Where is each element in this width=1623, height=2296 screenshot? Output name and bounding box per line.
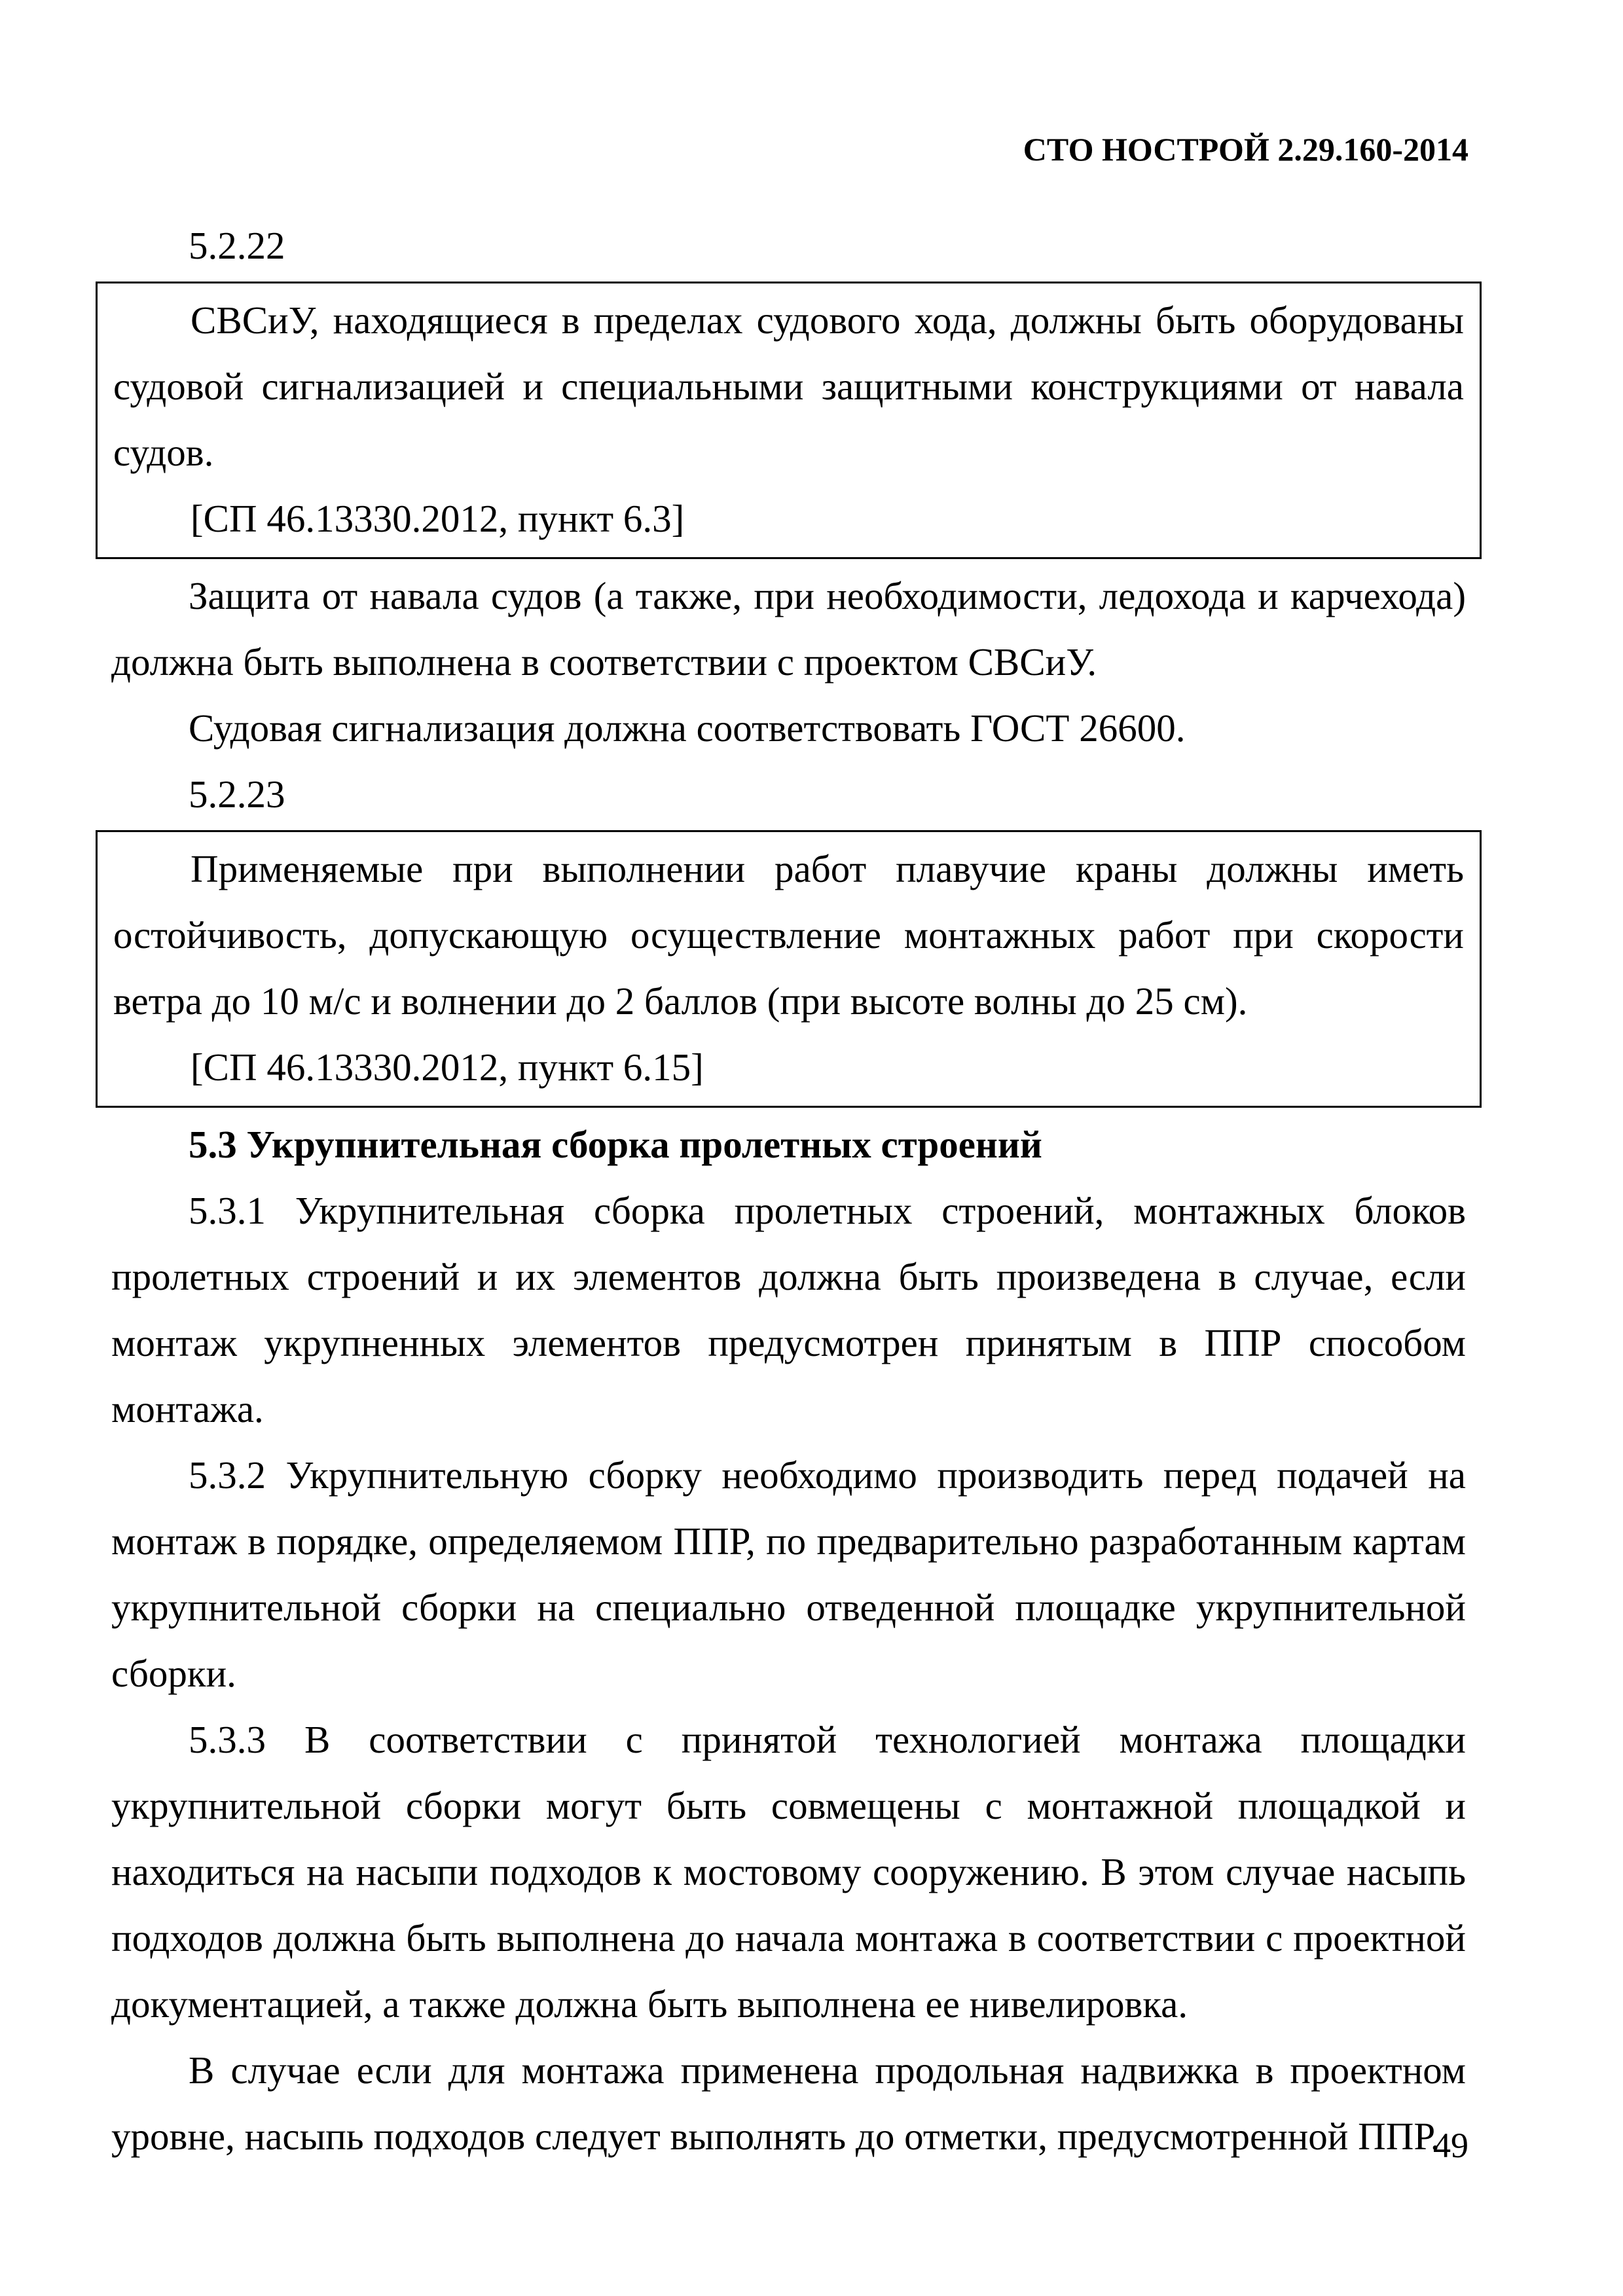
page-content [111, 213, 1466, 2170]
paragraph-5-3-1: 5.3.1 Укрупнительная сборка пролетных строений, монтажных блоков пролетных строений и их элементов должна быть произведена в случае, если монтаж укрупненных элементов предусмотрен принятым в ППР способом монтажа. [111, 1189, 1466, 1430]
paragraph-5-3-3: 5.3.3 В соответствии с принятой технологией монтажа площадки укрупнительной сборки могут быть совмещены с монтажной площадкой и находиться на насыпи подходов к мостовому сооружению. В этом случае насыпь подходов должна быть выполнена до начала монтажа в соответствии с проектной документацией, а также должна быть выполнена ее нивелировка. [111, 1718, 1466, 2026]
clause-number-5-2-23: 5.2.23 [189, 773, 285, 816]
paragraph: Судовая сигнализация должна соответствовать ГОСТ 26600. [189, 706, 1186, 750]
section-heading-5-3: 5.3 Укрупнительная сборка пролетных строений [189, 1123, 1042, 1166]
requirement-reference: [СП 46.13330.2012, пункт 6.3] [191, 497, 685, 540]
document-header: СТО НОСТРОЙ 2.29.160-2014 [1023, 131, 1468, 168]
requirement-text: СВСиУ, находящиеся в пределах судового хода, должны быть оборудованы судовой сигнализацией и специальными защитными конструкциями от навала судов. [113, 299, 1464, 474]
boxed-requirement-5-2-23 [96, 830, 1482, 1108]
requirement-reference: [СП 46.13330.2012, пункт 6.15] [191, 1046, 704, 1089]
clause-number-5-2-22: 5.2.22 [189, 224, 285, 267]
boxed-requirement-5-2-22 [96, 282, 1482, 559]
requirement-text: Применяемые при выполнении работ плавучие краны должны иметь остойчивость, допускающую осуществление монтажных работ при скорости ветра до 10 м/с и волнении до 2 баллов (при высоте волны до 25 см). [113, 847, 1464, 1023]
paragraph: В случае если для монтажа применена продольная надвижка в проектном уровне, насыпь подходов следует выполнять до отметки, предусмотренной ППР. [111, 2049, 1466, 2158]
paragraph-5-3-2: 5.3.2 Укрупнительную сборку необходимо производить перед подачей на монтаж в порядке, определяемом ППР, по предварительно разработанным картам укрупнительной сборки на специально отведенной площадке укрупнительной сборки. [111, 1453, 1466, 1695]
paragraph: Защита от навала судов (а также, при необходимости, ледохода и карчехода) должна быть выполнена в соответствии с проектом СВСиУ. [111, 574, 1466, 683]
page-number: 49 [1433, 2126, 1468, 2165]
